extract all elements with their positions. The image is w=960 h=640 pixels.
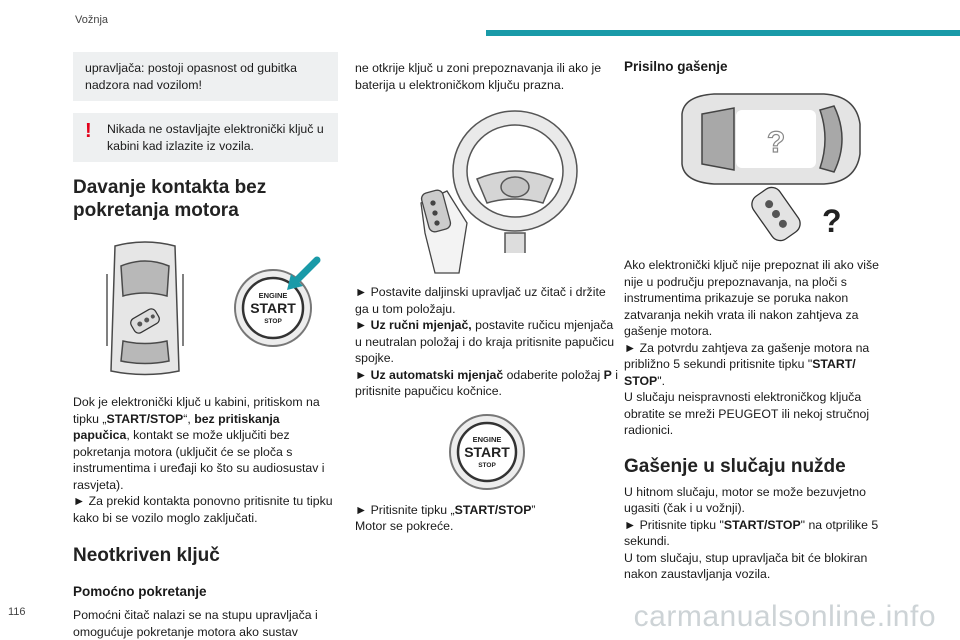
note-text: upravljača: postoji opasnost od gubitka nadzora nad vozilom! bbox=[85, 61, 297, 92]
paragraph-column-locked: U tom slučaju, stup upravljača bit će blokiran nakon zaustavljanja vozila. bbox=[624, 550, 868, 581]
step-automatic-gearbox bbox=[355, 367, 620, 400]
text-bold: START/ STOP bbox=[624, 357, 856, 388]
question-mark-car: ? bbox=[766, 126, 786, 159]
step-manual-gearbox bbox=[355, 317, 620, 367]
press-arrow-icon bbox=[287, 260, 317, 290]
text-bold: START/STOP bbox=[106, 411, 184, 426]
car-key-button-illustration bbox=[73, 236, 338, 386]
question-mark-key: ? bbox=[822, 203, 842, 239]
button-text-stop: STOP bbox=[478, 461, 496, 469]
paragraph-ignition bbox=[73, 394, 338, 493]
text-run: ► Za potvrdu zahtjeva za gašenje motora na približno 5 sekundi pritisnite tipku " bbox=[624, 340, 870, 371]
paragraph-contact-dealer: U slučaju neispravnosti elektroničkog ključa obratite se mreži PEUGEOT ili nekoj stručnoj radionici. bbox=[624, 390, 870, 437]
button-text-start: START bbox=[250, 300, 296, 316]
paragraph-backup-reader: Pomoćni čitač nalazi se na stupu upravljača i omogućuje pokretanje motora ako sustav bbox=[73, 608, 318, 639]
heading-key-not-detected: Neotkriven ključ bbox=[73, 545, 220, 566]
text-run: " na otprilike 5 sekundi. bbox=[624, 517, 879, 548]
car-key-unknown-illustration bbox=[624, 84, 889, 249]
text-run: ► Pritisnite tipku " bbox=[624, 517, 724, 532]
watermark: carmanualsonline.info bbox=[633, 600, 936, 633]
step-press-start bbox=[355, 502, 620, 519]
heading-emergency-stop: Gašenje u slučaju nužde bbox=[624, 455, 846, 477]
header-accent-bar bbox=[486, 30, 960, 36]
hand-with-key-icon bbox=[420, 189, 467, 273]
steering-wheel-icon bbox=[453, 111, 577, 253]
subheading-backup-start: Pomoćno pokretanje bbox=[73, 584, 207, 599]
warning-text: Nikada ne ostavljajte elektronički ključ u kabini kad izlazite iz vozila. bbox=[107, 122, 324, 153]
start-stop-button-illustration bbox=[355, 412, 620, 492]
note-box bbox=[73, 52, 338, 101]
text-run: i pritisnite papučicu kočnice. bbox=[355, 367, 619, 398]
text-bold: ► Uz automatski mjenjač bbox=[355, 367, 504, 382]
car-top-view bbox=[682, 94, 860, 184]
button-text-engine: ENGINE bbox=[258, 291, 288, 300]
text-bold: bez pritiskanja papučica bbox=[73, 411, 280, 442]
column-3 bbox=[624, 52, 889, 583]
start-stop-button-icon bbox=[450, 415, 524, 489]
page-number: 116 bbox=[8, 606, 26, 618]
column-2 bbox=[355, 52, 620, 535]
paragraph-emergency: U hitnom slučaju, motor se može bezuvjetno ugasiti (čak i u vožnji). bbox=[624, 484, 866, 515]
button-text-start: START bbox=[464, 443, 510, 460]
step-engine-starts: Motor se pokreće. bbox=[355, 519, 454, 533]
warning-box bbox=[73, 113, 338, 162]
button-text-stop: STOP bbox=[264, 318, 282, 325]
text-run: postavite ručicu mjenjača u neutralan položaj i do kraja pritisnite papučicu spojke. bbox=[355, 318, 615, 365]
paragraph-key-not-recognized: Ako elektronički ključ nije prepoznat ili ako više nije u području prepoznavanja, na ploči s instrumentima prikazuje se poruka nakon zatvaranja nekih vrata ili nakon zahtjeva za gašenje motora. bbox=[624, 258, 879, 338]
heading-ignition: Davanje kontakta bez pokretanja motora bbox=[73, 177, 267, 221]
text-bold: START/STOP bbox=[454, 502, 532, 517]
text-run: , kontakt se može uključiti bez pokretanja motora (uključit će se ploča s instrumentima i uređaji ko što su audiosustav i rasvjeta). bbox=[73, 428, 325, 492]
text-run: ” bbox=[531, 502, 536, 517]
warning-icon: ! bbox=[85, 120, 92, 142]
text-run: ► Pritisnite tipku „ bbox=[355, 502, 455, 517]
text-bold: P bbox=[603, 367, 612, 382]
text-run: Dok je elektronički ključ u kabini, pritiskom na tipku „ bbox=[73, 395, 320, 426]
text-run: ". bbox=[657, 373, 666, 388]
paragraph-confirm-stop bbox=[624, 340, 889, 390]
paragraph-ignition-off: ► Za prekid kontakta ponovno pritisnite tu tipku kako bi se vozilo moglo zaključati. bbox=[73, 494, 333, 525]
text-run: odaberite položaj bbox=[503, 367, 604, 382]
key-fob-icon bbox=[748, 184, 804, 245]
paragraph-backup-cont: ne otkrije ključ u zoni prepoznavanja ili ako je baterija u elektroničkom ključu prazna. bbox=[355, 61, 602, 92]
paragraph-press-5-seconds bbox=[624, 517, 889, 550]
heading-forced-stop: Prisilno gašenje bbox=[624, 59, 728, 74]
text-bold: START/STOP bbox=[723, 517, 801, 532]
button-text-engine: ENGINE bbox=[472, 434, 502, 444]
step-hold-key: ► Postavite daljinski upravljač uz čitač i držite ga u tom položaju. bbox=[355, 285, 606, 316]
column-1 bbox=[73, 52, 338, 640]
steering-wheel-key-illustration bbox=[355, 103, 620, 278]
text-run: “, bbox=[183, 411, 195, 426]
car-top-view bbox=[107, 242, 183, 375]
section-title: Vožnja bbox=[75, 14, 109, 26]
text-bold: ► Uz ručni mjenjač, bbox=[355, 318, 472, 332]
